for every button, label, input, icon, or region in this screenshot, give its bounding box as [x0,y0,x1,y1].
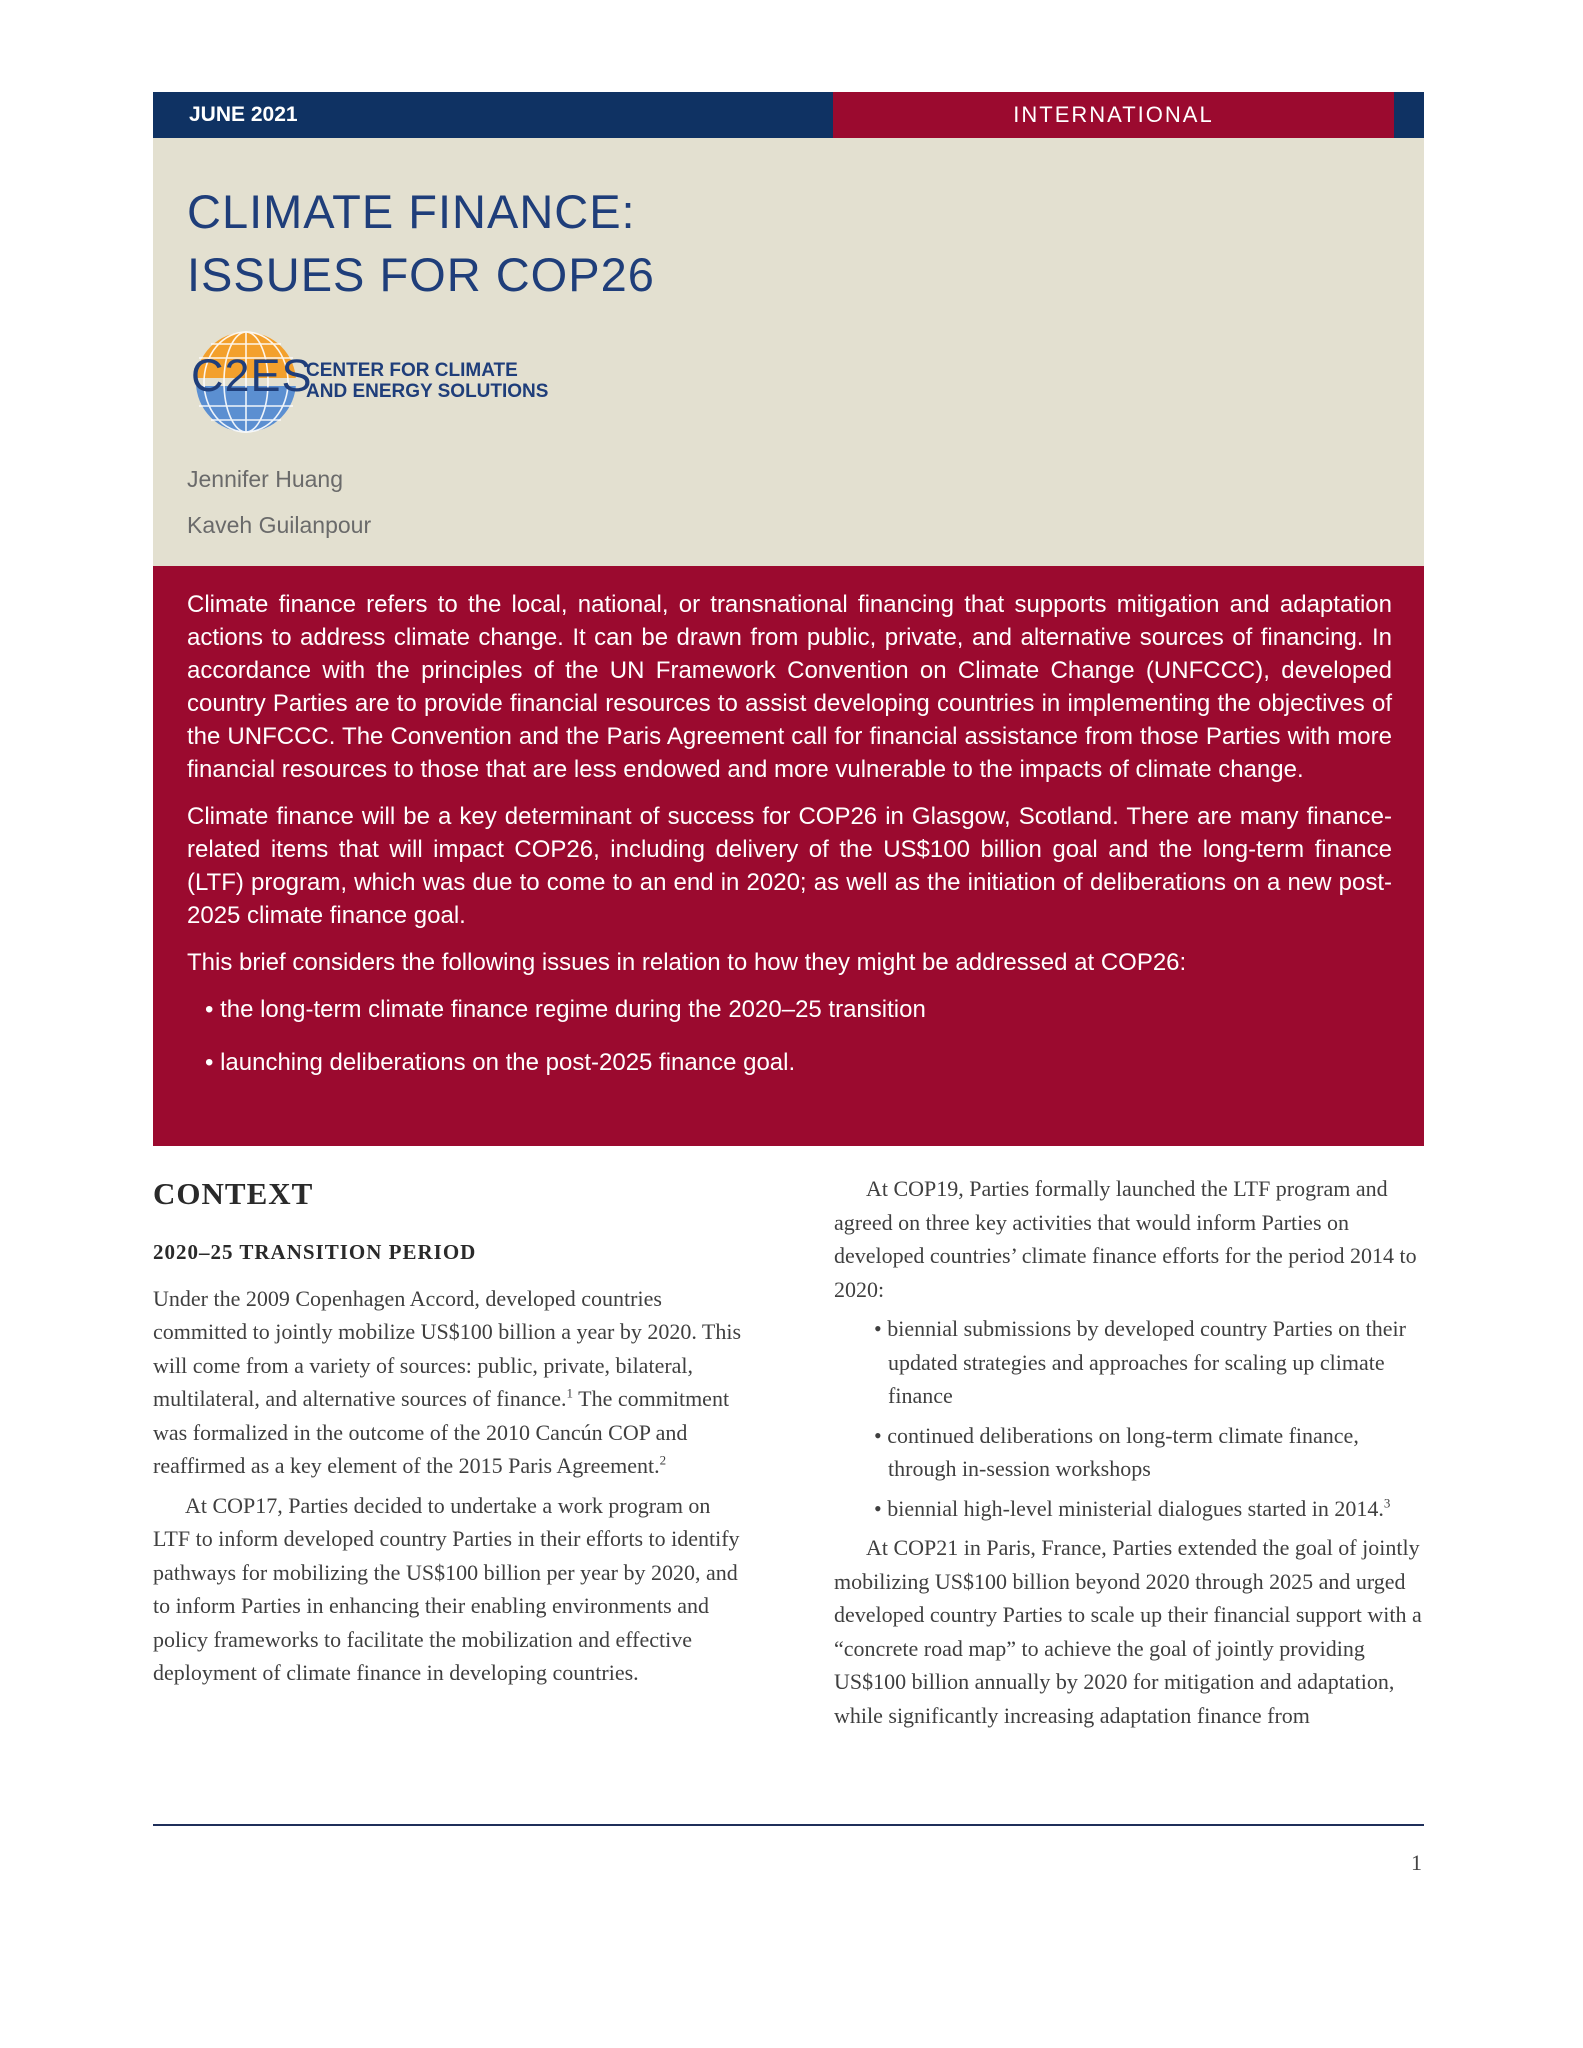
ltf-activity-3 [874,1492,1424,1526]
section-heading: CONTEXT [153,1176,314,1211]
ltf-activity-3-text: • biennial high-level ministerial dialogues started in 2014. [874,1495,1384,1521]
body-paragraph-1 [153,1282,743,1483]
right-column [834,1172,1424,1738]
summary-paragraph-1: Climate finance refers to the local, national, or transnational financing that supports mitigation and adaptation actions to address climate change. It can be drawn from public, private, and alternative sources of financing. In accordance with the principles of the UN Framework Convention on Climate Change (UNFCCC), developed country Parties are to provide financial resources to assist developing countries in implementing the objectives of the UNFCCC. The Convention and the Paris Agreement call for financial assistance from those Parties with more financial resources to those that are less endowed and more vulnerable to the impacts of climate change. [187,591,1392,783]
c2es-logo [191,328,591,436]
summary-bullet-1: • the long-term climate finance regime during the 2020–25 transition [205,996,926,1023]
body-paragraph-1-text: Under the 2009 Copenhagen Accord, developed countries committed to jointly mobilize US$100 billion a year by 2020. This will come from a variety of sources: public, private, bilateral, multilateral, and alternative sources of finance. [153,1285,742,1411]
footer-rule [153,1824,1424,1826]
author-1: Jennifer Huang [187,466,343,492]
summary-paragraph-2: Climate finance will be a key determinant of success for COP26 in Glasgow, Scotland. There are many finance-related items that will impact COP26, including delivery of the US$100 billion goal and the long-term finance (LTF) program, which was due to come to an end in 2020; as well as the initiation of deliberations on a new post-2025 climate finance goal. [187,803,1392,929]
title-line-2: ISSUES FOR COP26 [187,248,655,301]
summary-bullet-2: • launching deliberations on the post-2025 finance goal. [205,1049,796,1076]
page-number: 1 [1411,1850,1422,1875]
header-bar [153,92,1424,138]
body-paragraph-2: At COP17, Parties decided to undertake a work program on LTF to inform developed country Parties in their efforts to identify pathways for mobilizing the US$100 billion per year by 2020, and to inform Parties in enhancing their enabling environments and policy frameworks to facilitate the mobilization and effective deployment of climate finance in developing countries. [153,1492,740,1685]
author-2: Kaveh Guilanpour [187,512,372,538]
logo-org-line-1: CENTER FOR CLIMATE [306,360,518,381]
body-paragraph-1-cont: The commitment was formalized in the outcome of the 2010 Cancún COP and reaffirmed as a key element of the 2015 Paris Agreement. [153,1386,730,1478]
header-endcap [1394,92,1424,138]
body-paragraph-4: At COP21 in Paris, France, Parties extended the goal of jointly mobilizing US$100 billion beyond 2020 through 2025 and urged developed country Parties to scale up their financial support with a “concrete road map” to achieve the goal of jointly providing US$100 billion annually by 2020 for mitigation and adaptation, while significantly increasing adaptation finance from [834,1535,1422,1728]
category-label: INTERNATIONAL [833,92,1394,138]
summary-box [153,566,1424,1146]
body-paragraph-3: At COP19, Parties formally launched the LTF program and agreed on three key activities that would inform Parties on developed countries’ climate finance efforts for the period 2014 to 2020: [834,1176,1417,1302]
summary-paragraph-3: This brief considers the following issues in relation to how they might be addressed at COP26: [187,949,1187,976]
footnote-ref-3[interactable]: 3 [1383,1495,1391,1511]
ltf-activity-list [874,1312,1424,1525]
page-title [187,180,655,306]
left-column [153,1172,743,1738]
body-columns [153,1172,1424,1738]
logo-org-name [306,360,548,402]
subsection-heading: 2020–25 TRANSITION PERIOD [153,1240,477,1264]
footnote-ref-2[interactable]: 2 [659,1452,667,1468]
ltf-activity-2: • continued deliberations on long-term climate finance, through in-session workshops [874,1422,1359,1481]
title-line-1: CLIMATE FINANCE: [187,185,636,238]
logo-org-line-2: AND ENERGY SOLUTIONS [306,381,549,402]
footnote-ref-1[interactable]: 1 [566,1385,574,1401]
issue-date: JUNE 2021 [153,92,833,138]
title-panel [153,138,1424,566]
summary-issue-list [187,993,1392,1079]
logo-mark: C2ES [191,350,313,401]
ltf-activity-1: • biennial submissions by developed country Parties on their updated strategies and approaches for scaling up climate finance [874,1316,1406,1408]
author-list [187,456,371,548]
